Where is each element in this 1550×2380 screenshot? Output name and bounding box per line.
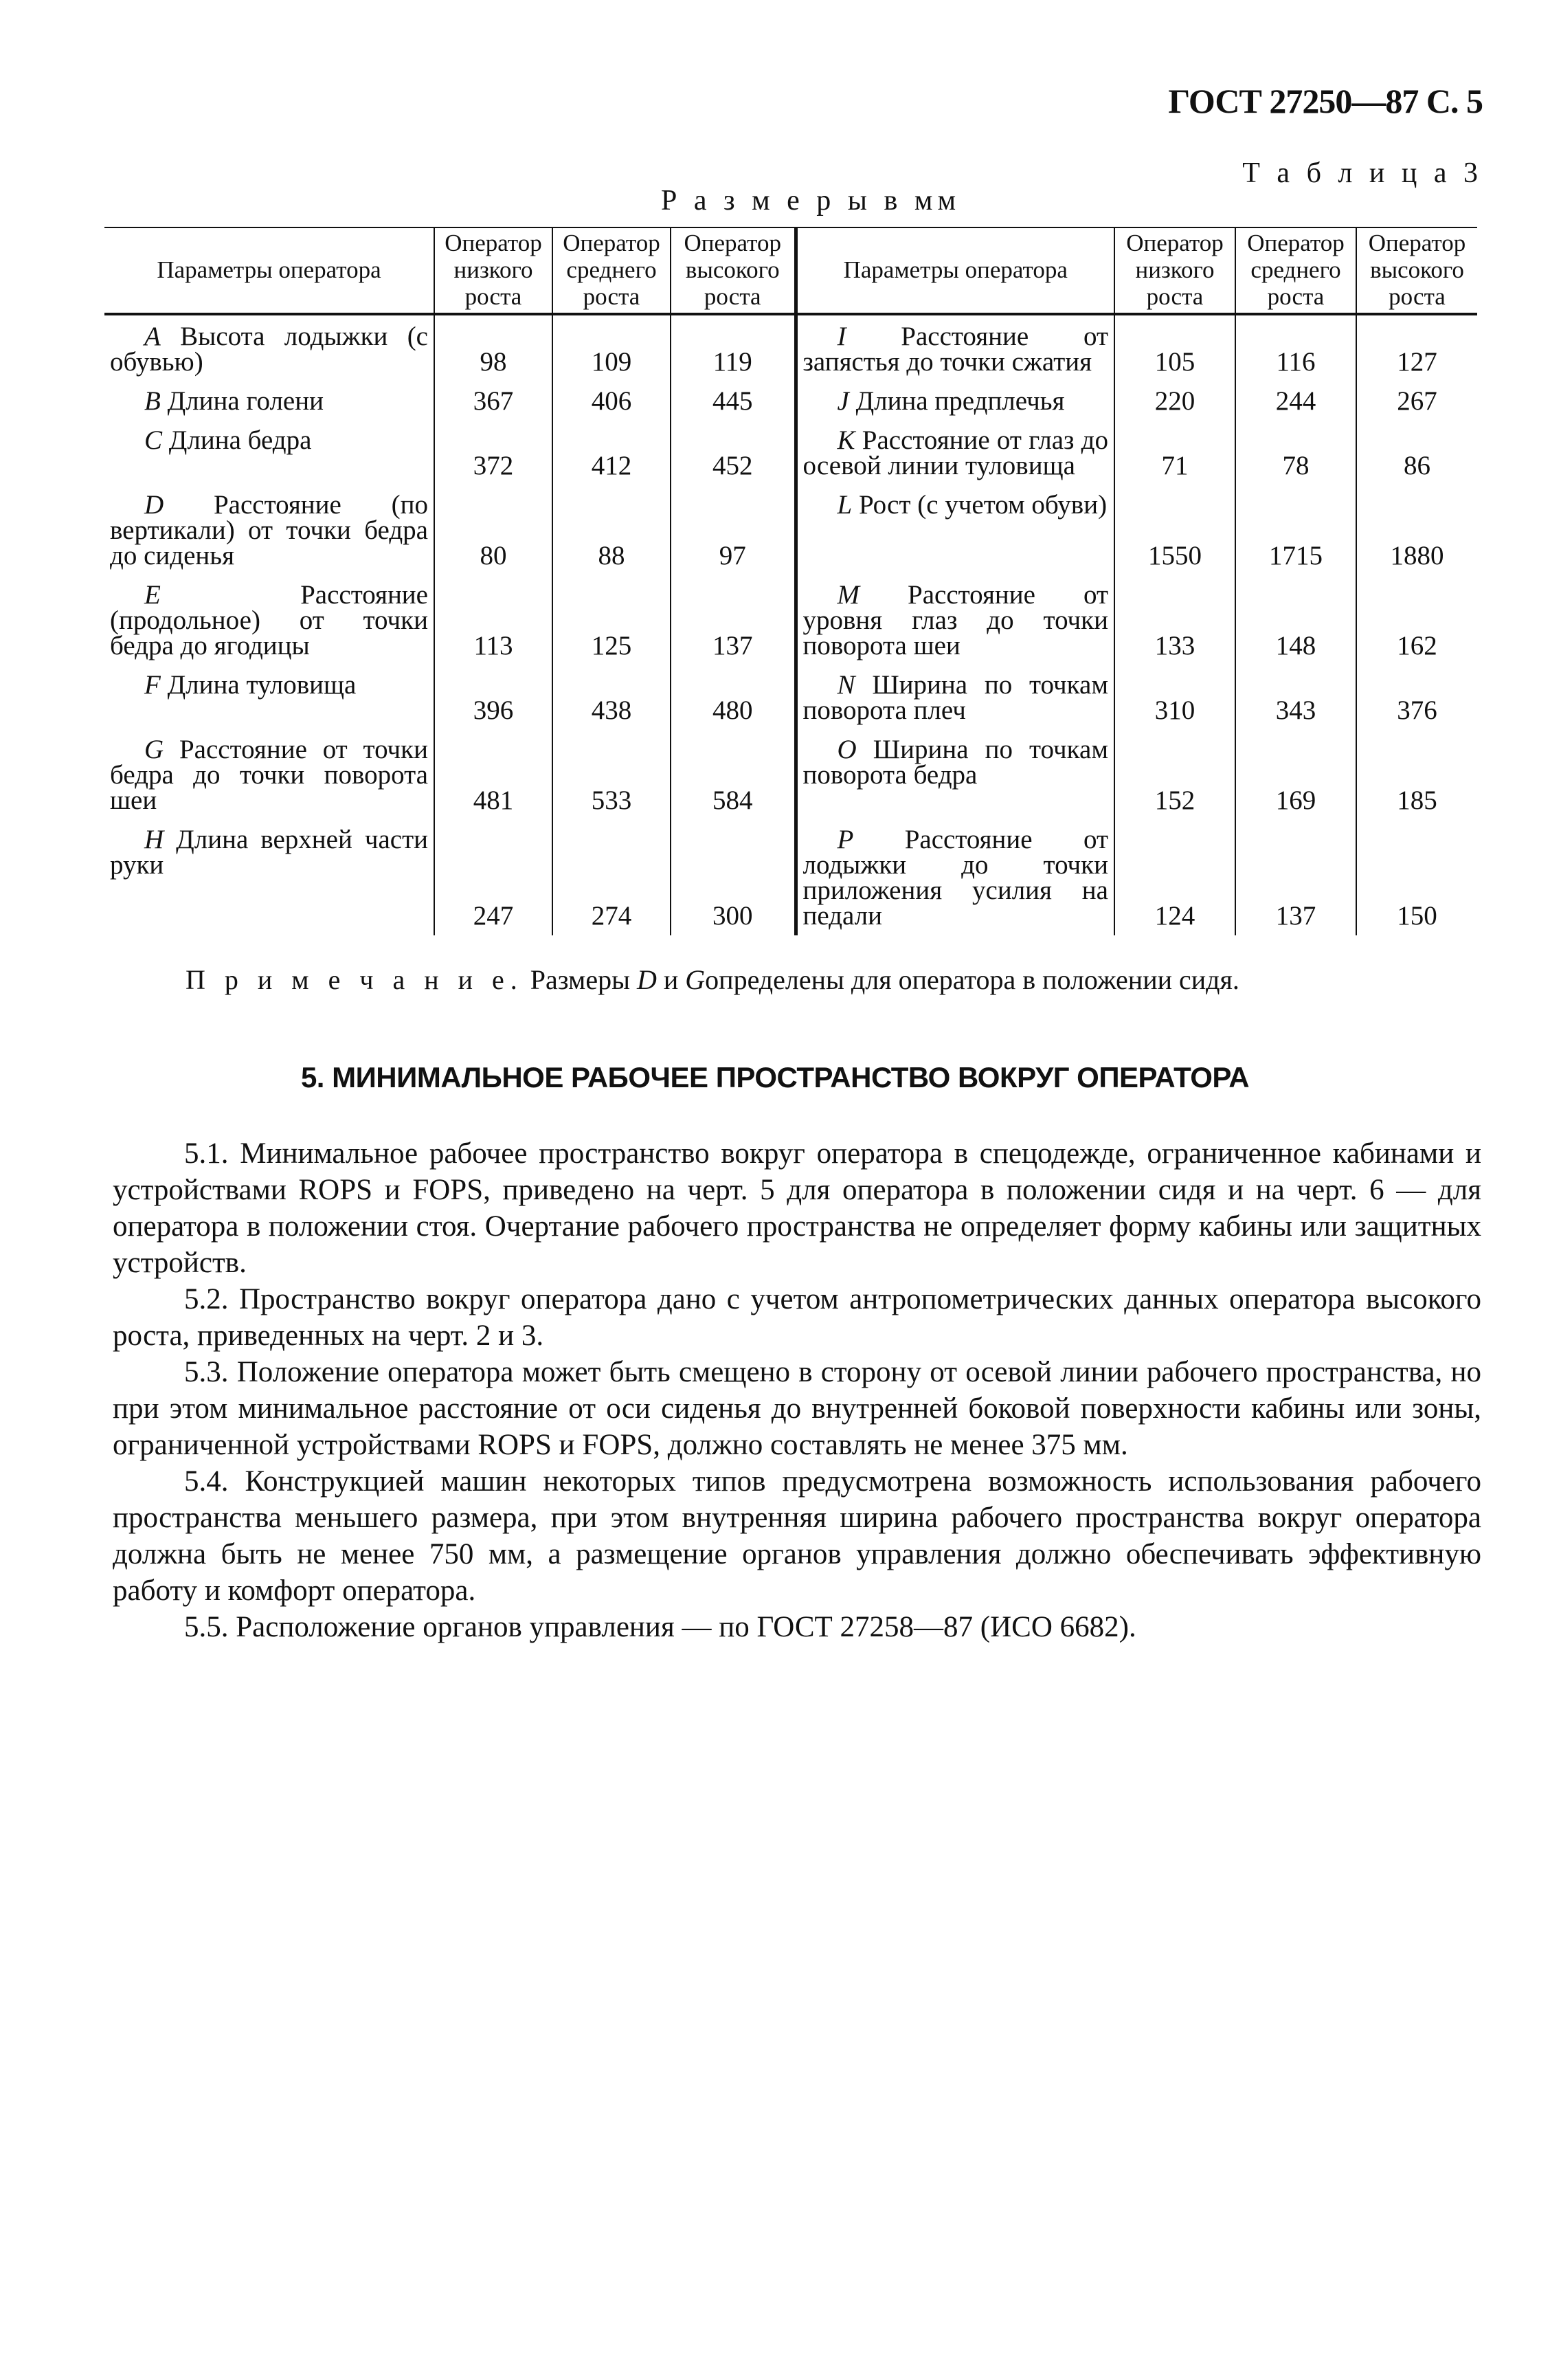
value-mid-right: 116 <box>1235 314 1356 380</box>
value-mid-right: 343 <box>1235 664 1356 729</box>
param-text: Длина верхней части руки <box>110 825 428 880</box>
param-name-left <box>104 664 434 729</box>
value-mid-left: 438 <box>552 664 671 729</box>
value-high-left: 584 <box>671 729 796 819</box>
param-text: Расстояние от уровня глаз до точки поворота шеи <box>802 580 1108 660</box>
header-mid-right: Оператор среднего роста <box>1235 227 1356 314</box>
units-label: Р а з м е р ы в мм <box>661 185 961 216</box>
param-name-left <box>104 314 434 380</box>
param-name-left <box>104 419 434 484</box>
paragraph-5-5: 5.5. Расположение органов управления — по ГОСТ 27258—87 (ИСО 6682). <box>184 1611 1136 1643</box>
param-letter: D <box>144 490 164 520</box>
table-row <box>104 574 1477 664</box>
table-label: Т а б л и ц а 3 <box>1242 157 1483 189</box>
header-low-left: Оператор низкого роста <box>434 227 552 314</box>
header-param-left: Параметры оператора <box>104 227 434 314</box>
value-mid-right: 169 <box>1235 729 1356 819</box>
param-letter: N <box>837 670 855 700</box>
param-text: Длина бедра <box>168 425 312 455</box>
param-name-left <box>104 380 434 419</box>
header-high-right: Оператор высокого роста <box>1356 227 1477 314</box>
section-body <box>113 1135 1481 1645</box>
param-name-right <box>796 574 1114 664</box>
value-mid-left: 88 <box>552 484 671 574</box>
value-mid-right: 148 <box>1235 574 1356 664</box>
param-letter: J <box>837 386 849 416</box>
param-text: Расстояние (продольное) от точки бедра до ягодицы <box>110 580 428 660</box>
note-label: П р и м е ч а н и е. <box>186 964 524 995</box>
param-text: Ширина по точкам поворота бедра <box>802 735 1109 790</box>
value-low-left: 247 <box>434 819 552 935</box>
param-letter: C <box>144 425 163 455</box>
param-name-left <box>104 819 434 935</box>
value-mid-left: 274 <box>552 819 671 935</box>
param-text: Длина предплечья <box>855 386 1065 416</box>
param-text: Ширина по точкам поворота плеч <box>802 670 1109 725</box>
value-low-right: 220 <box>1114 380 1235 419</box>
value-low-left: 98 <box>434 314 552 380</box>
parameters-table <box>104 227 1477 935</box>
param-text: Расстояние от лодыжки до точки приложения усилия на педали <box>802 825 1108 931</box>
value-high-left: 445 <box>671 380 796 419</box>
note-text-1: Размеры <box>530 964 630 995</box>
note-text-3: определены для оператора в положении сидя. <box>705 964 1239 995</box>
value-high-right: 162 <box>1356 574 1477 664</box>
param-text: Расстояние от точки бедра до точки поворота шеи <box>110 735 428 815</box>
paragraph-5-3: 5.3. Положение оператора может быть смещено в сторону от осевой линии рабочего пространства, но при этом минимальное расстояние от оси сиденья до внутренней боковой поверхности кабины или зоны, ограниченной устройствами ROPS и FOPS, должно составлять не менее 375 мм. <box>113 1356 1481 1461</box>
param-letter: A <box>144 322 161 351</box>
value-low-right: 1550 <box>1114 484 1235 574</box>
param-text: Расстояние от запястья до точки сжатия <box>802 322 1108 377</box>
param-name-right <box>796 484 1114 574</box>
value-high-right: 267 <box>1356 380 1477 419</box>
table-header-row <box>104 227 1477 314</box>
table-row <box>104 380 1477 419</box>
param-letter: I <box>837 322 846 351</box>
note-letter-2: G <box>685 964 706 995</box>
value-mid-left: 533 <box>552 729 671 819</box>
param-letter: E <box>144 580 161 610</box>
value-high-right: 150 <box>1356 819 1477 935</box>
table-row <box>104 729 1477 819</box>
value-low-left: 396 <box>434 664 552 729</box>
param-name-left <box>104 484 434 574</box>
value-low-right: 105 <box>1114 314 1235 380</box>
page-header: ГОСТ 27250—87 С. 5 <box>1168 82 1483 120</box>
table-row <box>104 484 1477 574</box>
value-high-left: 97 <box>671 484 796 574</box>
value-mid-right: 244 <box>1235 380 1356 419</box>
param-letter: H <box>144 825 164 854</box>
table-row <box>104 419 1477 484</box>
value-mid-left: 109 <box>552 314 671 380</box>
param-name-right <box>796 664 1114 729</box>
value-high-left: 300 <box>671 819 796 935</box>
value-mid-right: 137 <box>1235 819 1356 935</box>
param-text: Длина туловища <box>167 670 357 700</box>
param-text: Рост (с учетом обуви) <box>858 490 1108 520</box>
value-low-right: 133 <box>1114 574 1235 664</box>
value-high-right: 1880 <box>1356 484 1477 574</box>
paragraph-5-4: 5.4. Конструкцией машин некоторых типов предусмотрена возможность использования рабочего пространства меньшего размера, при этом внутренняя ширина рабочего пространства вокруг оператора должна быть не менее 750 мм, а размещение органов управления должно обеспечивать эффективную работу и комфорт оператора. <box>113 1465 1481 1607</box>
param-letter: L <box>837 490 853 520</box>
note-text-2: и <box>663 964 679 995</box>
value-low-left: 372 <box>434 419 552 484</box>
value-high-right: 86 <box>1356 419 1477 484</box>
param-name-right <box>796 380 1114 419</box>
param-letter: G <box>144 735 164 764</box>
param-letter: M <box>837 580 860 610</box>
param-name-left <box>104 729 434 819</box>
header-high-left: Оператор высокого роста <box>671 227 796 314</box>
param-letter: P <box>837 825 854 854</box>
param-text: Высота лодыжки (с обувью) <box>110 322 428 377</box>
param-letter: K <box>837 425 855 455</box>
table-row <box>104 819 1477 935</box>
note-letter-1: D <box>636 964 657 995</box>
value-high-right: 127 <box>1356 314 1477 380</box>
value-high-left: 119 <box>671 314 796 380</box>
param-text: Расстояние (по вертикали) от точки бедра до сиденья <box>110 490 428 570</box>
param-letter: O <box>837 735 857 764</box>
param-name-right <box>796 729 1114 819</box>
table-note <box>186 964 1239 996</box>
header-low-right: Оператор низкого роста <box>1114 227 1235 314</box>
value-mid-left: 125 <box>552 574 671 664</box>
param-name-right <box>796 314 1114 380</box>
param-text: Расстояние от глаз до осевой линии туловища <box>802 425 1109 480</box>
value-low-left: 113 <box>434 574 552 664</box>
param-text: Длина голени <box>167 386 324 416</box>
value-low-right: 310 <box>1114 664 1235 729</box>
param-name-right <box>796 819 1114 935</box>
value-low-left: 80 <box>434 484 552 574</box>
value-high-right: 185 <box>1356 729 1477 819</box>
value-mid-right: 1715 <box>1235 484 1356 574</box>
paragraph-5-2: 5.2. Пространство вокруг оператора дано с учетом антропометрических данных оператора высокого роста, приведенных на черт. 2 и 3. <box>113 1283 1481 1352</box>
value-high-left: 480 <box>671 664 796 729</box>
section-title: 5. МИНИМАЛЬНОЕ РАБОЧЕЕ ПРОСТРАНСТВО ВОКРУГ ОПЕРАТОРА <box>300 1061 1250 1093</box>
value-mid-right: 78 <box>1235 419 1356 484</box>
header-mid-left: Оператор среднего роста <box>552 227 671 314</box>
paragraph-5-1: 5.1. Минимальное рабочее пространство вокруг оператора в спецодежде, ограниченное кабинами и устройствами ROPS и FOPS, приведено на черт. 5 для оператора в положении сидя и на черт. 6 — для оператора в положении стоя. Очертание рабочего пространства не определяет форму кабины или защитных устройств. <box>113 1137 1481 1279</box>
value-high-left: 452 <box>671 419 796 484</box>
param-letter: F <box>144 670 161 700</box>
value-mid-left: 406 <box>552 380 671 419</box>
value-low-left: 367 <box>434 380 552 419</box>
header-param-right: Параметры оператора <box>796 227 1114 314</box>
value-low-right: 152 <box>1114 729 1235 819</box>
table-row <box>104 664 1477 729</box>
value-high-left: 137 <box>671 574 796 664</box>
value-low-right: 71 <box>1114 419 1235 484</box>
value-high-right: 376 <box>1356 664 1477 729</box>
value-low-left: 481 <box>434 729 552 819</box>
value-mid-left: 412 <box>552 419 671 484</box>
value-low-right: 124 <box>1114 819 1235 935</box>
param-name-right <box>796 419 1114 484</box>
param-letter: B <box>144 386 161 416</box>
param-name-left <box>104 574 434 664</box>
table-row <box>104 314 1477 380</box>
